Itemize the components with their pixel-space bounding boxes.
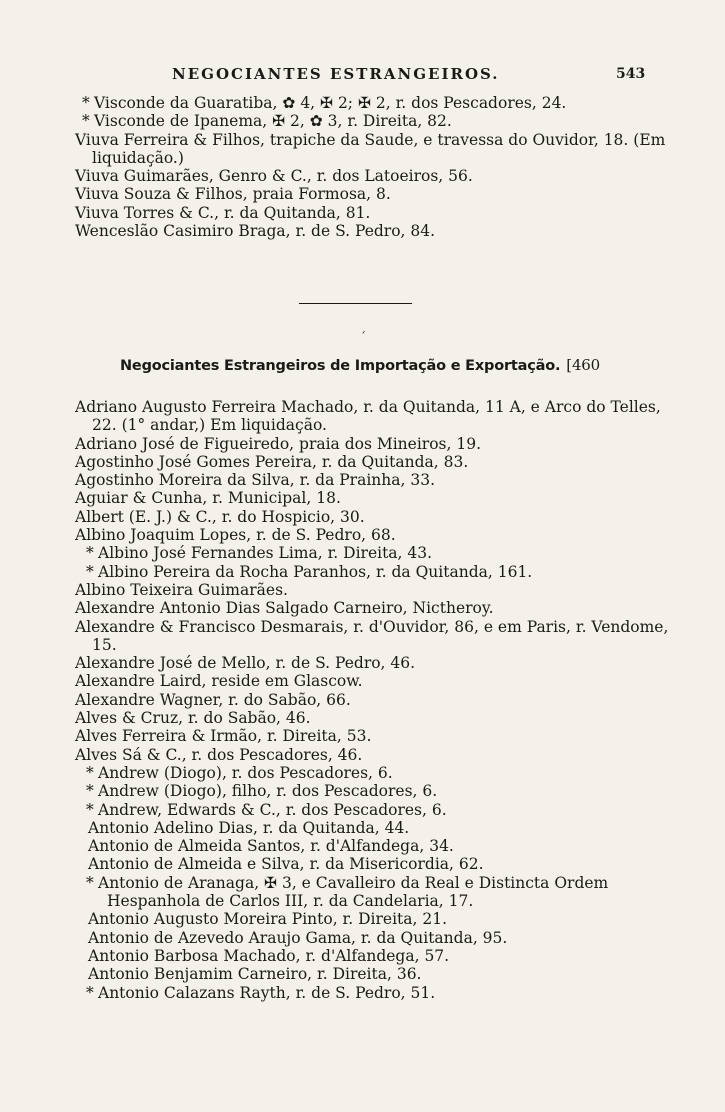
- running-head-title: NEGOCIANTES ESTRANGEIROS.: [172, 65, 500, 83]
- list-item: Alexandre Laird, reside em Glascow.: [75, 672, 363, 691]
- page-number: 543: [616, 66, 646, 82]
- list-item: Antonio Benjamim Carneiro, r. Direita, 36.: [88, 965, 422, 984]
- list-item: Alves Ferreira & Irmão, r. Direita, 53.: [75, 727, 372, 746]
- section-title: Negociantes Estrangeiros de Importação e Exportação.: [120, 358, 561, 374]
- list-item: Alexandre Antonio Dias Salgado Carneiro, Nictheroy.: [75, 599, 494, 618]
- top-entries-list: [75, 94, 675, 240]
- list-item: * Andrew (Diogo), filho, r. dos Pescadores, 6.: [86, 782, 438, 801]
- list-item: * Albino José Fernandes Lima, r. Direita, 43.: [86, 544, 433, 563]
- list-item: Viuva Torres & C., r. da Quitanda, 81.: [75, 203, 371, 222]
- list-item: Albert (E. J.) & C., r. do Hospicio, 30.: [75, 507, 365, 526]
- list-item: * Visconde da Guaratiba, ✿ 4, ✠ 2; ✠ 2, r. dos Pescadores, 24.: [82, 94, 567, 112]
- list-item: Albino Teixeira Guimarães.: [75, 580, 288, 599]
- list-item: Albino Joaquim Lopes, r. de S. Pedro, 68.: [75, 526, 396, 545]
- list-item: Agostinho Moreira da Silva, r. da Prainha, 33.: [75, 471, 436, 490]
- list-item: Antonio de Azevedo Araujo Gama, r. da Quitanda, 95.: [88, 928, 508, 947]
- list-item: Alexandre José de Mello, r. de S. Pedro, 46.: [75, 654, 416, 673]
- list-item: * Visconde de Ipanema, ✠ 2, ✿ 3, r. Direita, 82.: [82, 112, 452, 131]
- list-item: * Antonio de Aranaga, ✠ 3, e Cavalleiro da Real e Distincta Ordem Hespanhola de Carlos III, r. da Candelaria, 17.: [86, 873, 609, 911]
- list-item: Aguiar & Cunha, r. Municipal, 18.: [75, 489, 341, 508]
- list-item: * Andrew, Edwards & C., r. dos Pescadores, 6.: [86, 800, 447, 819]
- list-item: Viuva Ferreira & Filhos, trapiche da Saude, e travessa do Ouvidor, 18. (Em liquidação.): [75, 130, 666, 167]
- list-item: Wenceslão Casimiro Braga, r. de S. Pedro, 84.: [75, 222, 436, 241]
- merchant-list: [75, 398, 675, 1002]
- list-item: * Antonio Calazans Rayth, r. de S. Pedro, 51.: [86, 983, 436, 1002]
- list-item: Antonio de Almeida e Silva, r. da Misericordia, 62.: [88, 855, 484, 874]
- list-item: Alves Sá & C., r. dos Pescadores, 46.: [75, 745, 363, 764]
- section-heading: [120, 356, 620, 374]
- list-item: Antonio Augusto Moreira Pinto, r. Direita, 21.: [88, 910, 448, 929]
- list-item: Agostinho José Gomes Pereira, r. da Quitanda, 83.: [75, 452, 469, 471]
- list-item: Alves & Cruz, r. do Sabão, 46.: [75, 709, 311, 728]
- list-item: * Andrew (Diogo), r. dos Pescadores, 6.: [86, 763, 393, 782]
- section-count: [460: [566, 356, 600, 374]
- running-head: [0, 65, 725, 89]
- list-item: Alexandre & Francisco Desmarais, r. d'Ouvidor, 86, e em Paris, r. Vendome, 15.: [75, 617, 669, 654]
- list-item: Alexandre Wagner, r. do Sabão, 66.: [75, 690, 351, 709]
- list-item: Antonio Adelino Dias, r. da Quitanda, 44.: [88, 818, 410, 837]
- section-divider: [299, 303, 412, 304]
- print-mark: ´: [360, 330, 366, 344]
- list-item: Antonio Barbosa Machado, r. d'Alfandega, 57.: [88, 946, 450, 965]
- list-item: Adriano Augusto Ferreira Machado, r. da Quitanda, 11 A, e Arco do Telles, 22. (1° andar,) Em liquidação.: [75, 398, 661, 435]
- list-item: * Albino Pereira da Rocha Paranhos, r. da Quitanda, 161.: [86, 562, 533, 581]
- list-item: Antonio de Almeida Santos, r. d'Alfandega, 34.: [88, 837, 454, 856]
- list-item: Adriano José de Figueiredo, praia dos Mineiros, 19.: [75, 434, 481, 453]
- list-item: Viuva Guimarães, Genro & C., r. dos Latoeiros, 56.: [75, 167, 473, 186]
- list-item: Viuva Souza & Filhos, praia Formosa, 8.: [75, 185, 391, 204]
